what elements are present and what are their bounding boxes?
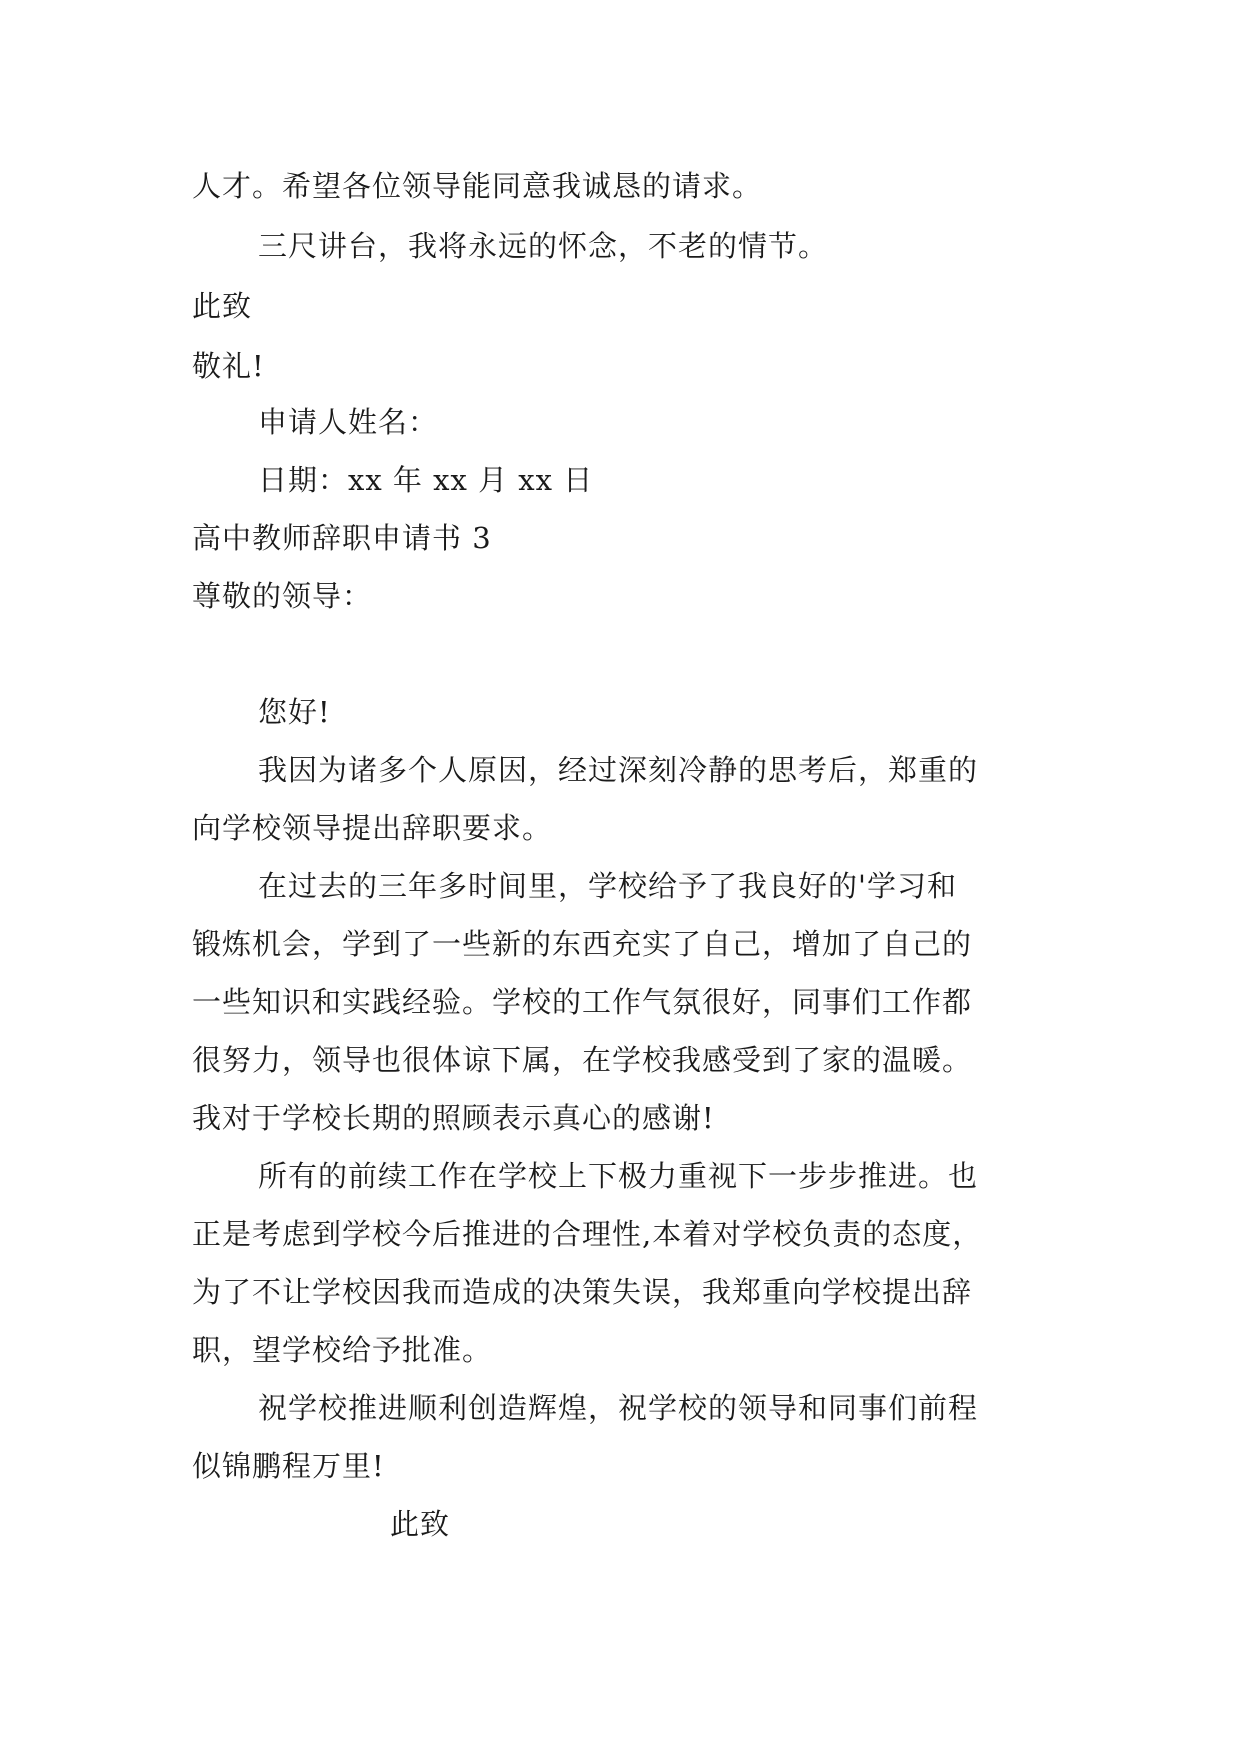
text-line: 职，望学校给予批准。 <box>192 1333 493 1367</box>
text-line: 人才。希望各位领导能同意我诚恳的请求。 <box>192 169 763 203</box>
text-line: 敬礼! <box>192 349 265 383</box>
date-line: 日期：xx 年 xx 月 xx 日 <box>258 463 594 497</box>
section-title: 高中教师辞职申请书 3 <box>192 521 492 555</box>
text-line: 很努力，领导也很体谅下属，在学校我感受到了家的温暖。 <box>192 1043 973 1077</box>
text-line: 似锦鹏程万里! <box>192 1449 385 1483</box>
text-line: 在过去的三年多时间里，学校给予了我良好的'学习和 <box>258 869 957 903</box>
text-line: 锻炼机会，学到了一些新的东西充实了自己，增加了自己的 <box>192 927 973 961</box>
salutation: 尊敬的领导： <box>192 579 373 613</box>
closing-line: 此致 <box>390 1507 451 1541</box>
applicant-name-label: 申请人姓名： <box>258 405 439 439</box>
greeting: 您好! <box>258 695 331 729</box>
text-line: 正是考虑到学校今后推进的合理性,本着对学校负责的态度， <box>192 1217 983 1251</box>
text-line: 我因为诸多个人原因，经过深刻冷静的思考后，郑重的 <box>258 753 979 787</box>
text-line: 此致 <box>192 289 253 323</box>
text-line: 为了不让学校因我而造成的决策失误，我郑重向学校提出辞 <box>192 1275 973 1309</box>
text-line: 祝学校推进顺利创造辉煌，祝学校的领导和同事们前程 <box>258 1391 979 1425</box>
text-line: 向学校领导提出辞职要求。 <box>192 811 553 845</box>
text-line: 一些知识和实践经验。学校的工作气氛很好，同事们工作都 <box>192 985 973 1019</box>
text-line: 所有的前续工作在学校上下极力重视下一步步推进。也 <box>258 1159 979 1193</box>
text-line: 三尺讲台，我将永远的怀念，不老的情节。 <box>258 229 829 263</box>
text-line: 我对于学校长期的照顾表示真心的感谢! <box>192 1101 715 1135</box>
